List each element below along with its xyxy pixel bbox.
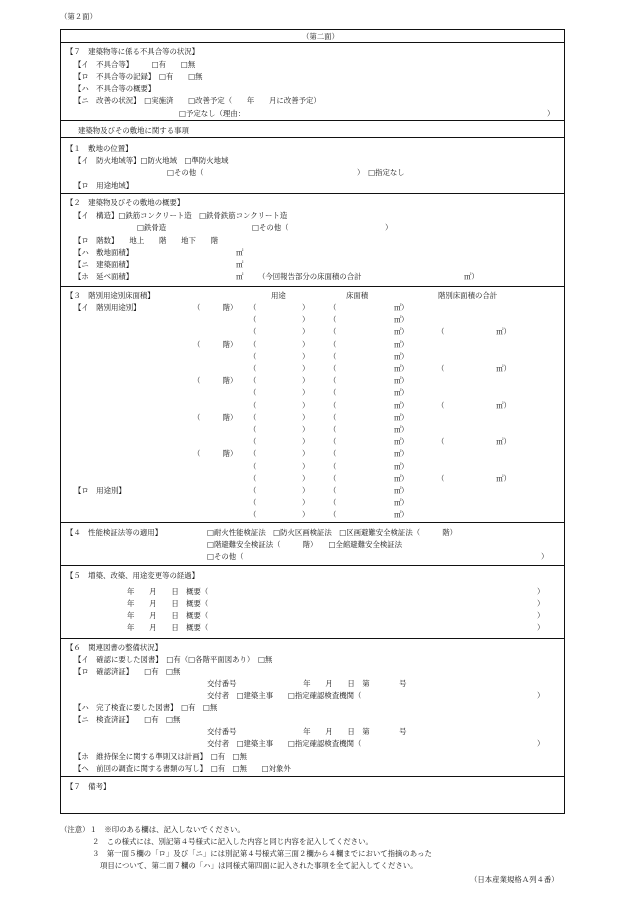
area-unit: ㎡ <box>394 327 402 336</box>
use-paren-open: （ <box>249 510 257 519</box>
divider <box>60 120 565 121</box>
area-unit: ㎡ <box>394 315 402 324</box>
divider <box>60 565 565 566</box>
area-paren-close: ） <box>401 376 409 385</box>
area-unit: ㎡ <box>394 498 402 507</box>
use-paren-open: （ <box>249 364 257 373</box>
history-row-close: ） <box>537 623 545 632</box>
use-paren-open: （ <box>249 437 257 446</box>
area-paren-close: ） <box>401 388 409 397</box>
area-paren-open: （ <box>329 401 337 410</box>
use-paren-open: （ <box>249 340 257 349</box>
s7-i: 【イ 不具合等】 □有 □無 <box>74 60 196 69</box>
s2-i-3-close: ） <box>385 223 393 232</box>
area-paren-close: ） <box>401 425 409 434</box>
area-paren-close: ） <box>401 315 409 324</box>
area-unit: ㎡ <box>394 388 402 397</box>
s4-l3: □その他（ <box>207 552 244 561</box>
s6-ha: 【ハ 完了検査に要した図書】 □有 □無 <box>74 703 218 712</box>
s2-i: 【イ 構造】□鉄筋コンクリート造 □鉄骨鉄筋コンクリート造 <box>74 211 288 220</box>
s1-i-2-close: ） □指定なし <box>357 168 405 177</box>
s2-ho-note-unit: ㎡） <box>464 272 479 281</box>
area-paren-open: （ <box>329 474 337 483</box>
s4-title: 【４ 性能検証法等の適用】 <box>66 528 163 537</box>
area-paren-open: （ <box>329 303 337 312</box>
s6-ro: 【ロ 確認済証】 □有 □無 <box>74 667 181 676</box>
use-paren-close: ） <box>302 364 310 373</box>
floor-total-cell: （ ㎡） <box>437 437 511 446</box>
use-paren-open: （ <box>249 413 257 422</box>
unit: ㎡ <box>236 260 244 269</box>
use-paren-close: ） <box>302 401 310 410</box>
page-label: （第２面） <box>60 12 97 21</box>
history-row-close: ） <box>537 611 545 620</box>
s6-ni-kofu-close: ） <box>537 739 545 748</box>
use-paren-open: （ <box>249 315 257 324</box>
history-row-close: ） <box>537 599 545 608</box>
use-paren-close: ） <box>302 340 310 349</box>
use-paren-close: ） <box>302 303 310 312</box>
s1-ro: 【ロ 用途地域】 <box>74 181 134 190</box>
area-unit: ㎡ <box>394 474 402 483</box>
use-paren-open: （ <box>249 352 257 361</box>
area-unit: ㎡ <box>394 364 402 373</box>
floor-total-cell: （ ㎡） <box>437 474 511 483</box>
use-paren-close: ） <box>302 449 310 458</box>
area-paren-close: ） <box>401 340 409 349</box>
s7-ni: 【ニ 改善の状況】 □実施済 □改善予定（ 年 月に改善予定） <box>74 96 321 105</box>
area-paren-open: （ <box>329 376 337 385</box>
area-paren-open: （ <box>329 340 337 349</box>
s6-ro-kofu-close: ） <box>537 691 545 700</box>
note-4: 項目について、第二面７欄の「ハ」は同様式第四面に記入された事項を全て記入してください。 <box>100 861 418 870</box>
s6-ho: 【ホ 維持保全に関する準則又は計画】 □有 □無 <box>74 752 247 761</box>
area-paren-close: ） <box>401 437 409 446</box>
area-paren-close: ） <box>401 449 409 458</box>
s3-title: 【３ 階別用途別床面積】 <box>66 291 155 300</box>
area-unit: ㎡ <box>394 401 402 410</box>
area-unit: ㎡ <box>394 303 402 312</box>
area-paren-open: （ <box>329 327 337 336</box>
s6-ro-kofu-sha: 交付者 □建築主事 □指定確認検査機関（ <box>207 691 362 700</box>
use-paren-open: （ <box>249 376 257 385</box>
s2-ha: 【ハ 敷地面積】 <box>74 248 134 257</box>
use-paren-close: ） <box>302 437 310 446</box>
use-paren-close: ） <box>302 413 310 422</box>
s2-i-3: □その他（ <box>252 223 289 232</box>
s2-ho-note: （今回報告部分の床面積の合計 <box>258 272 362 281</box>
s4-l3-close: ） <box>541 552 549 561</box>
area-paren-close: ） <box>401 413 409 422</box>
use-paren-open: （ <box>249 474 257 483</box>
floor-cell: （ 階） <box>193 413 238 422</box>
unit: ㎡ <box>236 272 244 281</box>
s6-ni-kofu-no: 交付番号 年 月 日 第 号 <box>207 727 407 736</box>
area-paren-close: ） <box>401 364 409 373</box>
use-paren-close: ） <box>302 486 310 495</box>
use-paren-close: ） <box>302 388 310 397</box>
area-unit: ㎡ <box>394 340 402 349</box>
s6-ni: 【ニ 検査済証】 □有 □無 <box>74 715 181 724</box>
footer-label: （日本産業規格Ａ列４番） <box>470 875 559 884</box>
s3-col-area: 床面積 <box>346 291 369 300</box>
floor-cell: （ 階） <box>193 303 238 312</box>
use-paren-close: ） <box>302 352 310 361</box>
area-paren-open: （ <box>329 498 337 507</box>
area-unit: ㎡ <box>394 449 402 458</box>
area-paren-close: ） <box>401 462 409 471</box>
use-paren-close: ） <box>302 327 310 336</box>
area-unit: ㎡ <box>394 376 402 385</box>
s7-title: 【７ 建築物等に係る不具合等の状況】 <box>66 47 200 56</box>
use-paren-close: ） <box>302 498 310 507</box>
area-paren-open: （ <box>329 510 337 519</box>
s2-ro: 【ロ 階数】 地上 階 地下 階 <box>74 236 219 245</box>
divider <box>60 286 565 287</box>
use-paren-open: （ <box>249 462 257 471</box>
s6-ni-kofu-sha: 交付者 □建築主事 □指定確認検査機関（ <box>207 739 362 748</box>
s7-ro: 【ロ 不具合等の記録】 □有 □無 <box>74 72 203 81</box>
area-unit: ㎡ <box>394 510 402 519</box>
history-row: 年 月 日 概要（ <box>127 599 209 608</box>
use-paren-close: ） <box>302 462 310 471</box>
area-paren-open: （ <box>329 437 337 446</box>
use-paren-open: （ <box>249 486 257 495</box>
s6-he: 【ヘ 前回の調査に関する書類の写し】 □有 □無 □対象外 <box>74 764 291 773</box>
note-3: ３ 第一面５欄の「ロ」及び「ニ」には別記第４号様式第三面２欄から４欄までにおいて指摘のあった <box>92 849 432 858</box>
history-row: 年 月 日 概要（ <box>127 587 209 596</box>
use-paren-open: （ <box>249 401 257 410</box>
s6-title: 【６ 関連図書の整備状況】 <box>66 643 163 652</box>
use-paren-close: ） <box>302 425 310 434</box>
use-paren-open: （ <box>249 303 257 312</box>
s4-l2: □階避難安全検証法（ 階） □全館避難安全検証法 <box>207 540 403 549</box>
use-paren-close: ） <box>302 474 310 483</box>
s6-ro-kofu-no: 交付番号 年 月 日 第 号 <box>207 679 407 688</box>
divider <box>60 42 565 43</box>
note-2: ２ この様式には、別記第４号様式に記入した内容と同じ内容を記入してください。 <box>92 837 373 846</box>
s2-ho: 【ホ 延べ面積】 <box>74 272 134 281</box>
s1-i-2: □その他（ <box>167 168 204 177</box>
s1-title: 【１ 敷地の位置】 <box>66 144 133 153</box>
s7-ha: 【ハ 不具合等の概要】 <box>74 84 156 93</box>
area-paren-open: （ <box>329 449 337 458</box>
s3-col-total: 階別床面積の合計 <box>438 291 498 300</box>
s7-ni-2-close: ） <box>547 109 555 118</box>
floor-cell: （ 階） <box>193 376 238 385</box>
floor-total-cell: （ ㎡） <box>437 364 511 373</box>
area-paren-open: （ <box>329 413 337 422</box>
area-paren-open: （ <box>329 388 337 397</box>
area-unit: ㎡ <box>394 413 402 422</box>
floor-cell: （ 階） <box>193 340 238 349</box>
area-unit: ㎡ <box>394 486 402 495</box>
s5-title: 【５ 増築、改築、用途変更等の経過】 <box>66 571 200 580</box>
area-paren-open: （ <box>329 425 337 434</box>
area-paren-open: （ <box>329 462 337 471</box>
use-paren-open: （ <box>249 449 257 458</box>
divider <box>60 776 565 777</box>
s2-i-2: □鉄骨造 <box>137 223 167 232</box>
s2-title: 【２ 建築物及びその敷地の概要】 <box>66 198 185 207</box>
area-paren-close: ） <box>401 486 409 495</box>
s1-i: 【イ 防火地域等】□防火地域 □準防火地域 <box>74 156 229 165</box>
area-paren-close: ） <box>401 510 409 519</box>
area-paren-close: ） <box>401 352 409 361</box>
use-paren-close: ） <box>302 315 310 324</box>
divider <box>60 638 565 639</box>
area-paren-close: ） <box>401 498 409 507</box>
use-paren-open: （ <box>249 498 257 507</box>
area-paren-close: ） <box>401 401 409 410</box>
use-paren-close: ） <box>302 510 310 519</box>
history-row: 年 月 日 概要（ <box>127 611 209 620</box>
s7-bikou-title: 【７ 備考】 <box>66 782 111 791</box>
area-unit: ㎡ <box>394 462 402 471</box>
floor-cell: （ 階） <box>193 449 238 458</box>
area-paren-open: （ <box>329 352 337 361</box>
s2-ni: 【ニ 建築面積】 <box>74 260 134 269</box>
history-row-close: ） <box>537 587 545 596</box>
area-paren-open: （ <box>329 315 337 324</box>
divider <box>60 137 565 138</box>
unit: ㎡ <box>236 248 244 257</box>
s3-col-use: 用途 <box>271 291 286 300</box>
area-paren-close: ） <box>401 327 409 336</box>
note-1: （注意）１ ※印のある欄は、記入しないでください。 <box>60 825 245 834</box>
area-paren-open: （ <box>329 364 337 373</box>
area-unit: ㎡ <box>394 425 402 434</box>
divider <box>60 193 565 194</box>
use-paren-open: （ <box>249 425 257 434</box>
s4-l1: □耐火性能検証法 □防火区画検証法 □区画避難安全検証法（ 階） <box>207 528 458 537</box>
s6-i: 【イ 確認に要した図書】 □有（□各階平面図あり） □無 <box>74 655 273 664</box>
use-paren-close: ） <box>302 376 310 385</box>
s3-ro: 【ロ 用途別】 <box>74 486 126 495</box>
s3-i: 【イ 階別用途別】 <box>74 303 141 312</box>
section-heading: 建築物及びその敷地に関する事項 <box>78 126 189 135</box>
use-paren-open: （ <box>249 388 257 397</box>
area-paren-close: ） <box>401 303 409 312</box>
use-paren-open: （ <box>249 327 257 336</box>
area-unit: ㎡ <box>394 352 402 361</box>
divider <box>60 522 565 523</box>
floor-total-cell: （ ㎡） <box>437 327 511 336</box>
area-unit: ㎡ <box>394 437 402 446</box>
floor-total-cell: （ ㎡） <box>437 401 511 410</box>
area-paren-close: ） <box>401 474 409 483</box>
s7-ni-2: □予定なし（理由： <box>179 109 246 118</box>
area-paren-open: （ <box>329 486 337 495</box>
history-row: 年 月 日 概要（ <box>127 623 209 632</box>
face-title: （第二面） <box>302 32 339 41</box>
